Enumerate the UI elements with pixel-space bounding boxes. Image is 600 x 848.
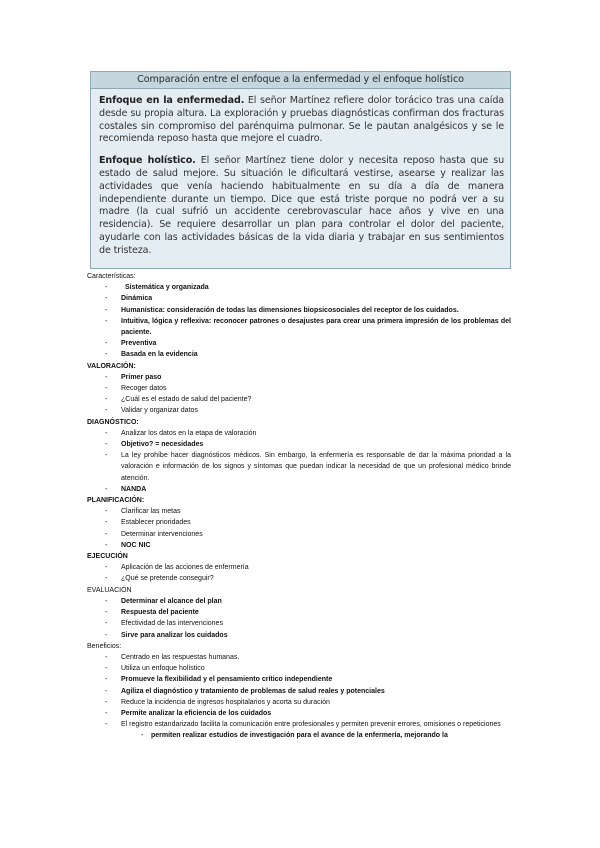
list-item: - Primer paso xyxy=(105,373,162,381)
list-item: - Intuitiva, lógica y reflexiva: reconocer patrones o desajustes para crear una primera impresión de los problemas del paciente. xyxy=(105,317,511,337)
list-item: - Determinar intervenciones xyxy=(105,530,203,538)
disease-focus-label: Enfoque en la enfermedad. xyxy=(99,95,245,106)
section-heading-diagnostico: DIAGNÓSTICO: xyxy=(87,418,139,426)
list-item: - Respuesta del paciente xyxy=(105,609,199,617)
list-item: - NANDA xyxy=(105,485,147,493)
list-item: - Validar y organizar datos xyxy=(105,407,198,415)
list-item: - ¿Cuál es el estado de salud del paciente? xyxy=(105,396,252,404)
list-item: - ¿Qué se pretende conseguir? xyxy=(105,575,214,583)
list-item: - Promueve la flexibilidad y el pensamiento crítico independiente xyxy=(105,676,333,684)
list-item: - Efectividad de las intervenciones xyxy=(105,620,223,628)
list-item: - El registro estandarizado facilita la comunicación entre profesionales y permiten prevenir errores, omisiones o repeticiones xyxy=(105,721,501,729)
list-item: - La ley prohíbe hacer diagnósticos médicos. Sin embargo, la enfermería es responsable de dar la máxima prioridad a la valoración e información de los signos y síntomas que puedan indicar la necesidad de que un profesional médico brinde atención. xyxy=(105,452,511,482)
list-item: - Humanística: consideración de todas las dimensiones biopsicosociales del receptor de los cuidados. xyxy=(105,306,459,314)
list-item: - Utiliza un enfoque holístico xyxy=(105,665,205,673)
list-item: - Sistemática y organizada xyxy=(105,284,209,292)
disease-focus-paragraph xyxy=(99,95,504,146)
section-heading-valoracion: VALORACIÓN: xyxy=(87,362,136,370)
list-item: - Sirve para analizar los cuidados xyxy=(105,631,228,639)
list-item: - Preventiva xyxy=(105,340,157,348)
section-heading-planificacion: PLANIFICACIÓN: xyxy=(87,497,145,505)
disease-focus-text: El señor Martínez refiere dolor torácico tras una caída desde su propia altura. La exploración y pruebas diagnósticas confirman dos fracturas costales sin compromiso del parénquima pulmonar. Se le pautan analgésicos y se le recomienda reposo hasta que mejore el cuadro. xyxy=(99,95,504,145)
holistic-focus-label: Enfoque holístico. xyxy=(99,155,196,167)
comparison-box-body xyxy=(91,89,510,258)
list-item: - Dinámica xyxy=(105,295,153,303)
list-item: - Aplicación de las acciones de enfermería xyxy=(105,564,249,572)
comparison-box-title: Comparación entre el enfoque a la enfermedad y el enfoque holístico xyxy=(91,72,510,89)
comparison-box xyxy=(90,71,511,269)
list-item: - NOC NIC xyxy=(105,541,151,549)
list-item: - Recoger datos xyxy=(105,385,167,393)
notes-document xyxy=(87,271,517,742)
list-item: - Centrado en las respuestas humanas. xyxy=(105,653,240,661)
holistic-focus-text: El señor Martínez tiene dolor y necesita reposo hasta que su estado de salud mejore. Su situación le dificultará vestirse, asearse y realizar las actividades que venía haciendo habitualmente en su día a día de manera independiente durante un tiempo. Dice que está triste porque no podrá ver a su madre (la cual sufrió un accidente cerebrovascular hace años y vive en una residencia). Se requiere desarrollar un plan para controlar el dolor del paciente, ayudarle con las actividades básicas de la vida diaria y trabajar en sus sentimientos de tristeza. xyxy=(99,155,505,256)
list-item: - Determinar el alcance del plan xyxy=(105,597,222,605)
list-item: - Agiliza el diagnóstico y tratamiento de problemas de salud reales y potenciales xyxy=(105,687,385,695)
list-item: - Basada en la evidencia xyxy=(105,351,198,359)
list-item: - Reduce la incidencia de ingresos hospitalarios y acorta su duración xyxy=(105,698,330,706)
section-heading-evaluacion: EVALUACIÓN xyxy=(87,586,132,594)
list-subitem: - permiten realizar estudios de investigación para el avance de la enfermería, mejorando la xyxy=(141,732,448,740)
holistic-focus-paragraph xyxy=(99,155,504,257)
list-item: - Clarificar las metas xyxy=(105,508,181,516)
section-heading-beneficios: Beneficios: xyxy=(87,642,122,650)
list-item: - Objetivo? = necesidades xyxy=(105,441,204,449)
list-item: - Permite analizar la eficiencia de los cuidados xyxy=(105,709,272,717)
list-item: - Establecer prioridades xyxy=(105,519,191,527)
section-heading-ejecucion: EJECUCIÓN xyxy=(87,553,128,561)
list-item: - Analizar los datos en la etapa de valoración xyxy=(105,429,257,437)
section-heading-caracteristicas: Características: xyxy=(87,273,136,280)
